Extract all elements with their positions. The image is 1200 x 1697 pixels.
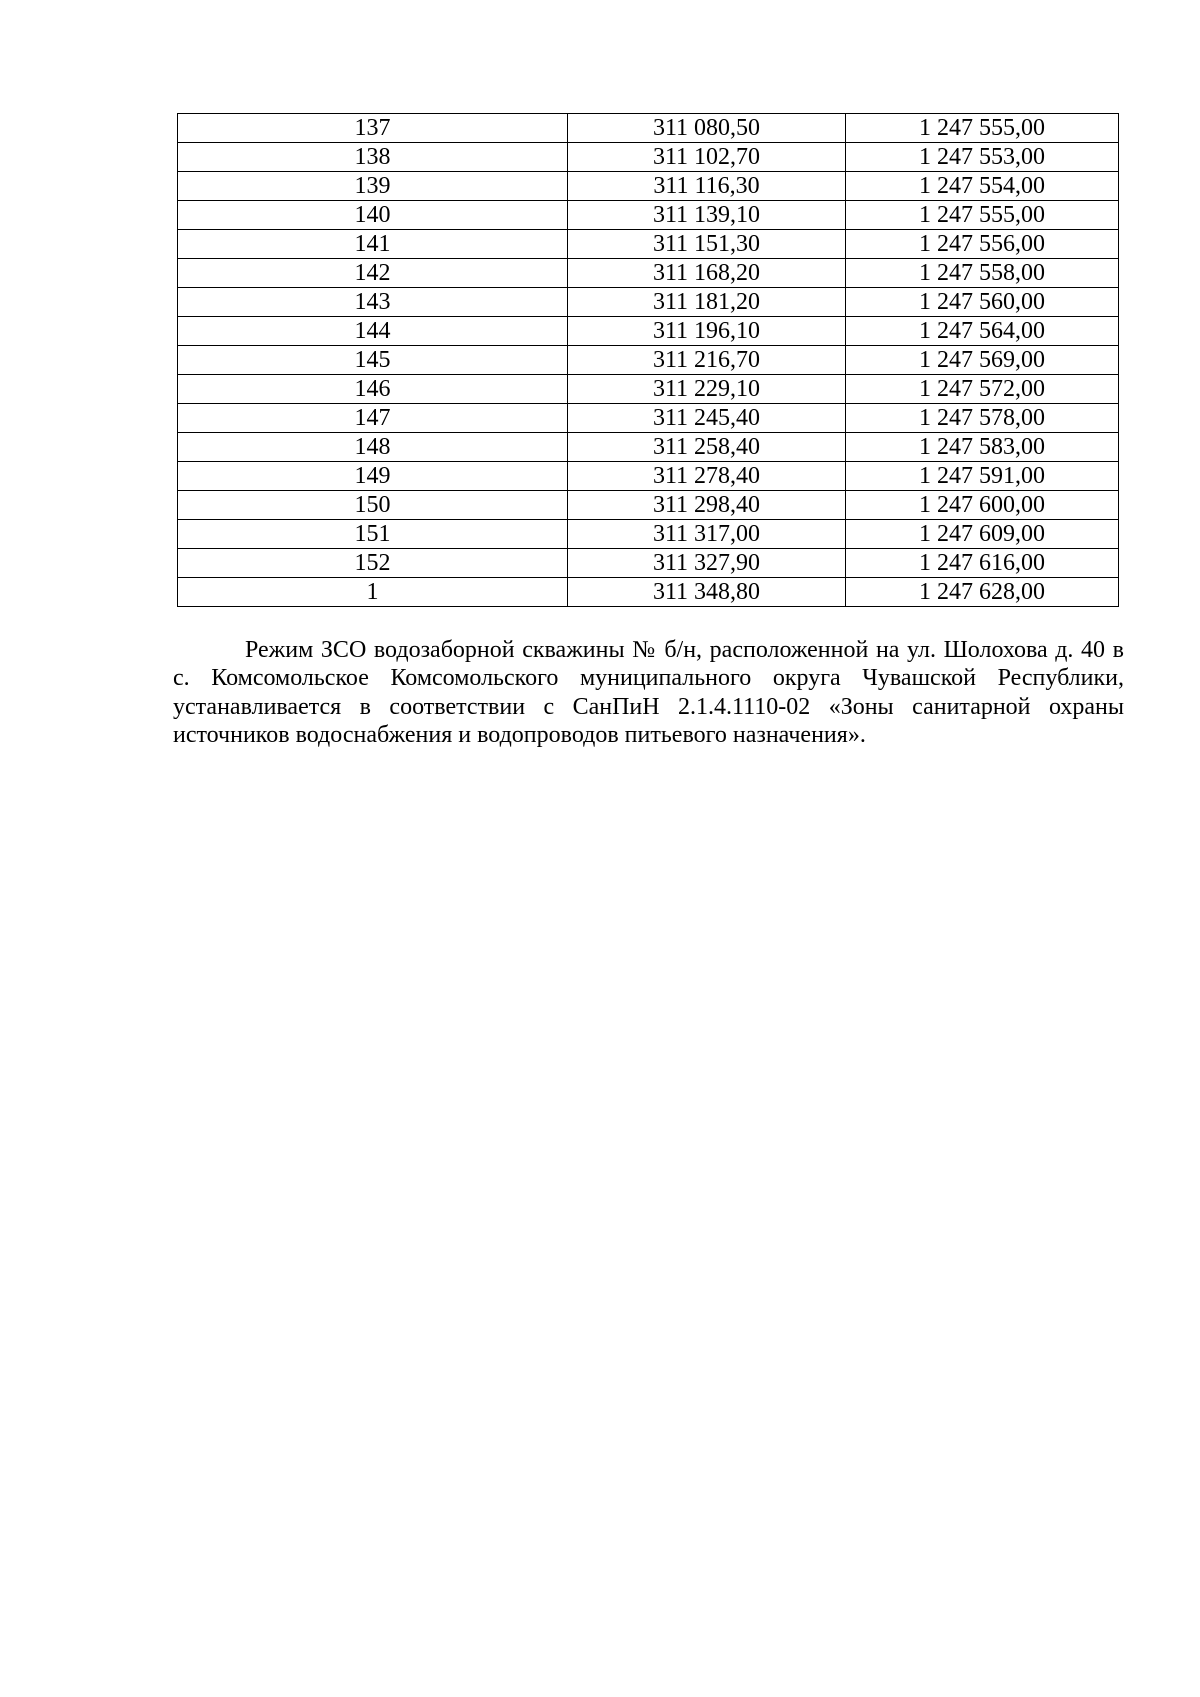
y-coordinate-cell: 1 247 564,00 <box>846 317 1119 346</box>
point-number-cell: 140 <box>178 201 568 230</box>
point-number-cell: 145 <box>178 346 568 375</box>
point-number-cell: 139 <box>178 172 568 201</box>
x-coordinate-cell: 311 229,10 <box>568 375 846 404</box>
point-number-cell: 152 <box>178 549 568 578</box>
point-number-cell: 144 <box>178 317 568 346</box>
table-row <box>178 143 1119 172</box>
coordinates-table-body <box>178 114 1119 607</box>
table-row <box>178 317 1119 346</box>
table-row <box>178 230 1119 259</box>
x-coordinate-cell: 311 216,70 <box>568 346 846 375</box>
x-coordinate-cell: 311 298,40 <box>568 491 846 520</box>
table-row <box>178 520 1119 549</box>
y-coordinate-cell: 1 247 555,00 <box>846 114 1119 143</box>
point-number-cell: 147 <box>178 404 568 433</box>
point-number-cell: 1 <box>178 578 568 607</box>
y-coordinate-cell: 1 247 569,00 <box>846 346 1119 375</box>
point-number-cell: 146 <box>178 375 568 404</box>
point-number-cell: 143 <box>178 288 568 317</box>
y-coordinate-cell: 1 247 616,00 <box>846 549 1119 578</box>
x-coordinate-cell: 311 196,10 <box>568 317 846 346</box>
point-number-cell: 151 <box>178 520 568 549</box>
y-coordinate-cell: 1 247 609,00 <box>846 520 1119 549</box>
sanitary-zone-paragraph: Режим ЗСО водозаборной скважины № б/н, расположенной на ул. Шолохова д. 40 в с. Комсомольское Комсомольского муниципального округа Чувашской Республики, устанавливается в соответствии с СанПиН 2.1.4.1110-02 «Зоны санитарной охраны источников водоснабжения и водопроводов питьевого назначения». <box>173 637 1124 748</box>
point-number-cell: 141 <box>178 230 568 259</box>
y-coordinate-cell: 1 247 554,00 <box>846 172 1119 201</box>
table-row <box>178 433 1119 462</box>
table-row <box>178 462 1119 491</box>
x-coordinate-cell: 311 116,30 <box>568 172 846 201</box>
table-row <box>178 346 1119 375</box>
table-row <box>178 375 1119 404</box>
x-coordinate-cell: 311 245,40 <box>568 404 846 433</box>
table-row <box>178 491 1119 520</box>
y-coordinate-cell: 1 247 553,00 <box>846 143 1119 172</box>
point-number-cell: 138 <box>178 143 568 172</box>
table-row <box>178 114 1119 143</box>
point-number-cell: 148 <box>178 433 568 462</box>
table-row <box>178 549 1119 578</box>
x-coordinate-cell: 311 348,80 <box>568 578 846 607</box>
x-coordinate-cell: 311 168,20 <box>568 259 846 288</box>
x-coordinate-cell: 311 278,40 <box>568 462 846 491</box>
x-coordinate-cell: 311 102,70 <box>568 143 846 172</box>
x-coordinate-cell: 311 181,20 <box>568 288 846 317</box>
point-number-cell: 142 <box>178 259 568 288</box>
table-row <box>178 259 1119 288</box>
table-row <box>178 201 1119 230</box>
y-coordinate-cell: 1 247 628,00 <box>846 578 1119 607</box>
y-coordinate-cell: 1 247 560,00 <box>846 288 1119 317</box>
x-coordinate-cell: 311 317,00 <box>568 520 846 549</box>
table-row <box>178 172 1119 201</box>
y-coordinate-cell: 1 247 556,00 <box>846 230 1119 259</box>
table-row <box>178 288 1119 317</box>
y-coordinate-cell: 1 247 572,00 <box>846 375 1119 404</box>
x-coordinate-cell: 311 327,90 <box>568 549 846 578</box>
y-coordinate-cell: 1 247 558,00 <box>846 259 1119 288</box>
x-coordinate-cell: 311 080,50 <box>568 114 846 143</box>
y-coordinate-cell: 1 247 578,00 <box>846 404 1119 433</box>
x-coordinate-cell: 311 139,10 <box>568 201 846 230</box>
x-coordinate-cell: 311 151,30 <box>568 230 846 259</box>
y-coordinate-cell: 1 247 555,00 <box>846 201 1119 230</box>
y-coordinate-cell: 1 247 600,00 <box>846 491 1119 520</box>
point-number-cell: 137 <box>178 114 568 143</box>
point-number-cell: 149 <box>178 462 568 491</box>
y-coordinate-cell: 1 247 583,00 <box>846 433 1119 462</box>
table-row <box>178 404 1119 433</box>
x-coordinate-cell: 311 258,40 <box>568 433 846 462</box>
coordinates-table <box>177 113 1119 607</box>
point-number-cell: 150 <box>178 491 568 520</box>
y-coordinate-cell: 1 247 591,00 <box>846 462 1119 491</box>
table-row <box>178 578 1119 607</box>
